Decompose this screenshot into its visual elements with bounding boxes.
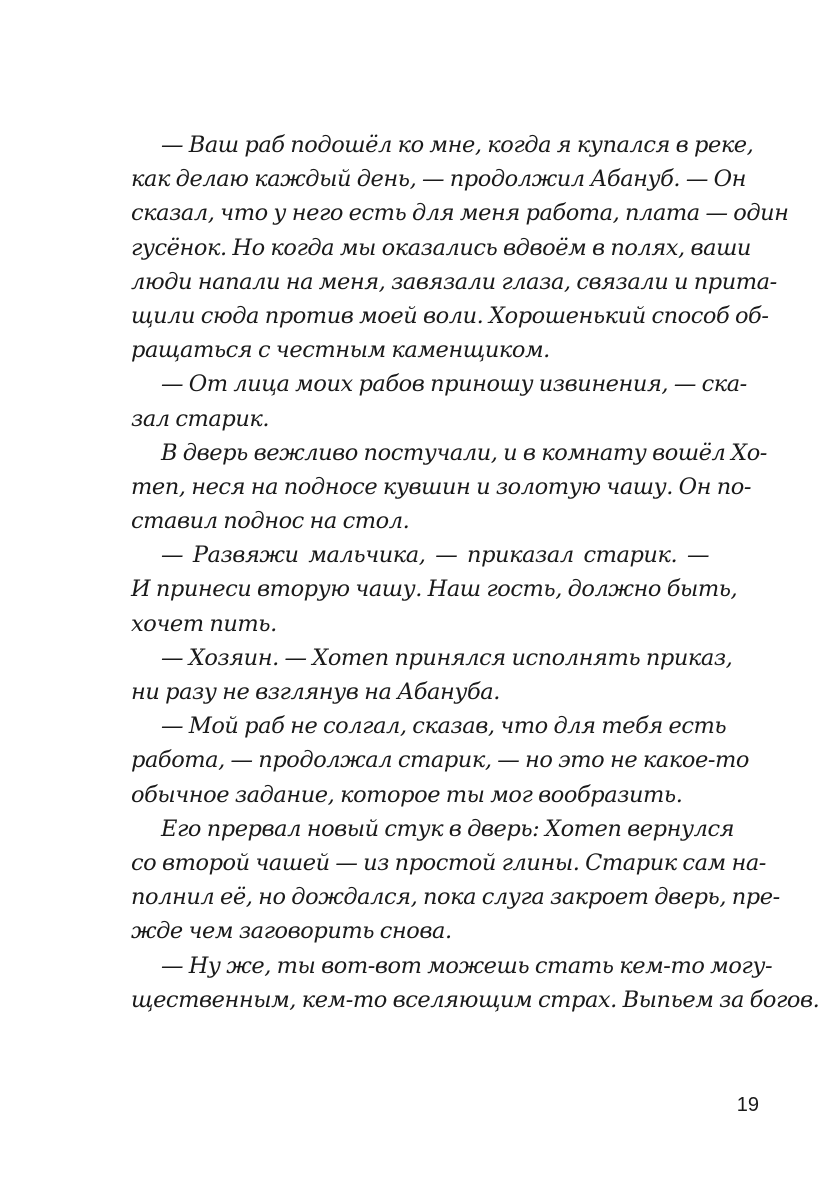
text-line: сказал, что у него есть для меня работа, плата — один: [131, 200, 789, 227]
text-line: — Развяжи мальчика, — приказал старик. —: [161, 542, 709, 569]
text-line: ращаться с честным каменщиком.: [131, 337, 550, 364]
text-line: ни разу не взглянув на Абануба.: [131, 679, 500, 705]
text-line: теп, неся на подносе кувшин и золотую чашу. Он по-: [131, 473, 752, 500]
text-line: — Ваш раб подошёл ко мне, когда я купался в реке,: [161, 132, 754, 158]
text-line: Его прервал новый стук в дверь: Хотеп вернулся: [161, 815, 735, 842]
paragraph-p8: [131, 949, 820, 1017]
text-line: обычное задание, которое ты мог вообразить.: [131, 781, 683, 808]
text-line: со второй чашей — из простой глины. Старик сам на-: [131, 849, 766, 876]
text-line: зал старик.: [131, 405, 270, 432]
paragraph-p2: [131, 367, 747, 435]
text-line: — Хозяин. — Хотеп принялся исполнять приказ,: [161, 644, 733, 671]
paragraph-p1: [131, 128, 789, 367]
text-line: И принеси вторую чашу. Наш гость, должно быть,: [131, 576, 738, 603]
text-line: щили сюда против моей воли. Хорошенький способ об-: [131, 302, 769, 329]
text-line: — От лица моих рабов приношу извинения, — ска-: [161, 371, 747, 398]
text-line: жде чем заговорить снова.: [131, 918, 452, 945]
paragraph-p6: [131, 709, 749, 812]
text-line: хочет пить.: [131, 610, 277, 637]
paragraph-p3: [131, 436, 767, 539]
text-line: В дверь вежливо постучали, и в комнату вошёл Хо-: [161, 439, 767, 466]
text-line: полнил её, но дождался, пока слуга закроет дверь, пре-: [131, 884, 780, 911]
text-line: люди напали на меня, завязали глаза, связали и прита-: [131, 268, 777, 295]
paragraph-p4: [131, 538, 738, 641]
paragraph-p7: [131, 812, 780, 949]
text-line: — Мой раб не солгал, сказав, что для тебя есть: [161, 713, 727, 740]
text-line: ставил поднос на стол.: [131, 508, 410, 535]
body-text: [131, 128, 820, 1017]
text-line: работа, — продолжал старик, — но это не какое-то: [131, 747, 749, 774]
text-line: — Ну же, ты вот-вот можешь стать кем-то могу-: [161, 952, 773, 979]
text-line: гусёнок. Но когда мы оказались вдвоём в полях, ваши: [131, 234, 751, 261]
page-number: 19: [736, 1094, 759, 1116]
text-line: щественным, кем-то вселяющим страх. Выпьем за богов.: [131, 986, 820, 1013]
text-line: как делаю каждый день, — продолжил Абануб. — Он: [131, 166, 746, 193]
paragraph-p5: [131, 641, 733, 709]
